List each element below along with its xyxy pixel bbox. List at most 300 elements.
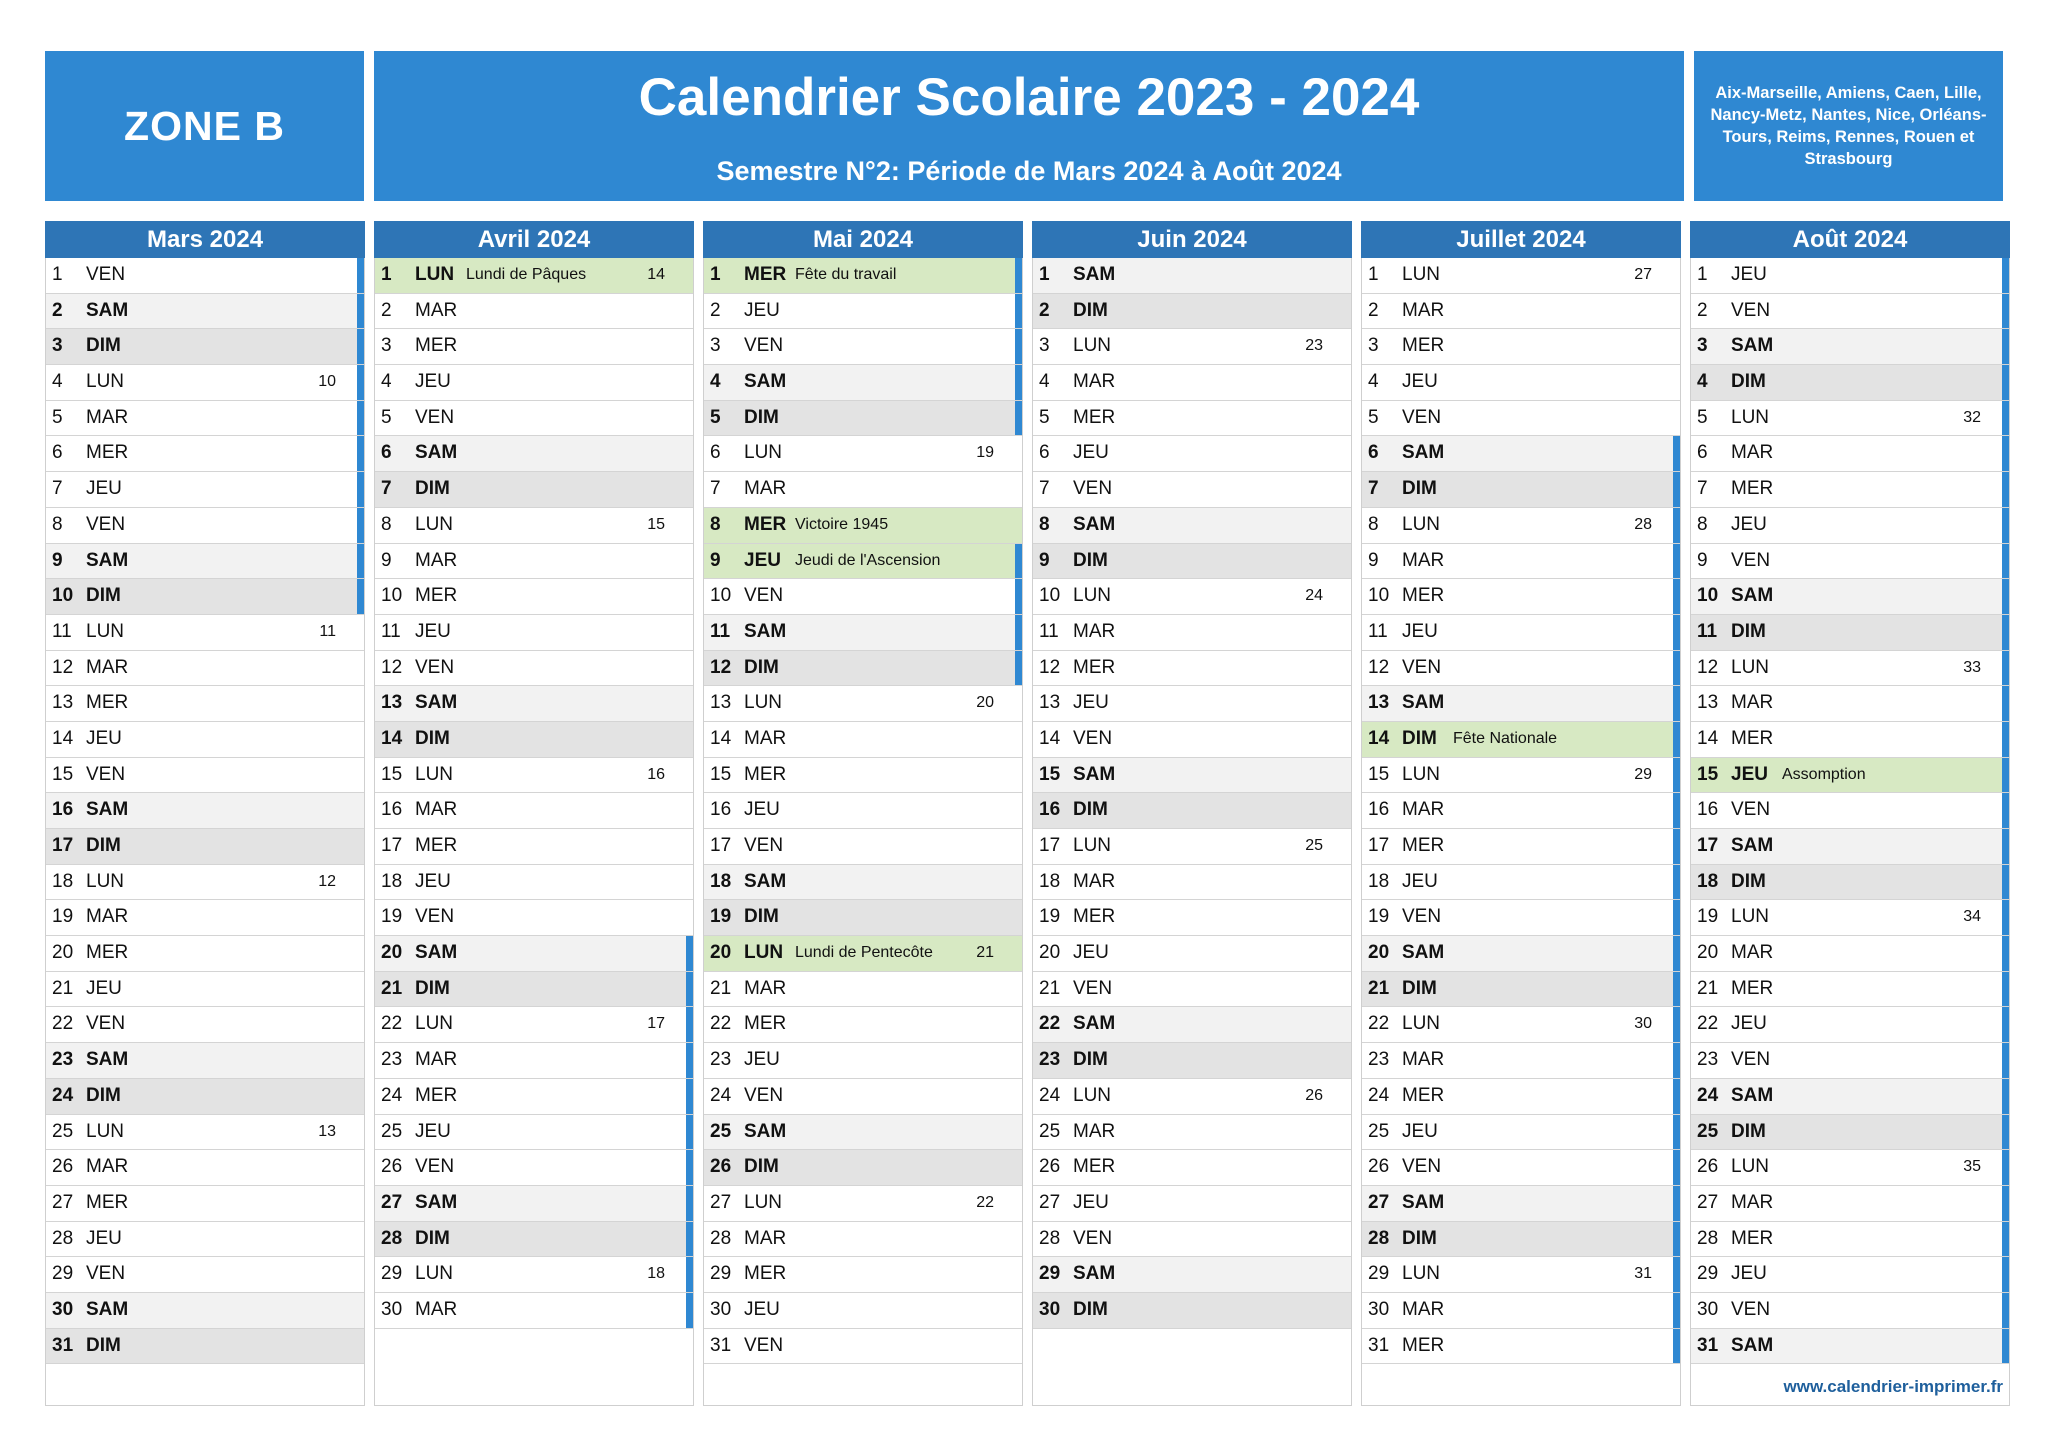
day-number: 15 (1039, 763, 1061, 785)
day-row (1033, 258, 1351, 294)
day-row (375, 1150, 693, 1186)
weekday: DIM (86, 1334, 121, 1356)
week-number: 32 (1963, 408, 1981, 426)
month-header: Mars 2024 (45, 221, 365, 258)
weekday: JEU (86, 478, 122, 500)
week-number: 30 (1634, 1015, 1652, 1033)
weekday: JEU (1731, 1013, 1767, 1035)
title-banner (374, 51, 1684, 201)
day-row (1362, 829, 1680, 865)
weekday: JEU (1073, 1191, 1109, 1213)
vacation-bar (357, 579, 364, 614)
weekday: SAM (1073, 264, 1116, 285)
weekday: JEU (1402, 371, 1438, 393)
week-number: 11 (319, 622, 336, 640)
day-row (46, 936, 364, 972)
weekday: VEN (86, 763, 126, 785)
weekday: LUN (415, 264, 455, 285)
day-number: 14 (710, 727, 732, 749)
day-row (1691, 258, 2009, 294)
day-row (375, 1257, 693, 1293)
weekday: JEU (415, 371, 451, 393)
day-row (46, 1115, 364, 1151)
weekday: JEU (415, 620, 451, 642)
day-number: 9 (1368, 549, 1379, 571)
weekday: MAR (415, 549, 458, 571)
weekday: DIM (86, 835, 121, 856)
weekday: MAR (86, 906, 129, 928)
day-row (46, 758, 364, 794)
day-row (375, 615, 693, 651)
day-row (1691, 329, 2009, 365)
day-number: 7 (1368, 478, 1379, 500)
day-row (704, 1115, 1022, 1151)
day-number: 14 (1039, 727, 1061, 749)
day-number: 4 (1368, 371, 1379, 393)
vacation-bar (1673, 1043, 1680, 1078)
day-number: 6 (1368, 442, 1379, 464)
day-number: 28 (1697, 1227, 1719, 1249)
day-number: 19 (1697, 906, 1719, 928)
weekday: SAM (415, 692, 458, 714)
day-row (1691, 900, 2009, 936)
day-number: 13 (1697, 692, 1719, 714)
weekday: MER (1731, 478, 1774, 500)
weekday: SAM (1731, 335, 1774, 357)
day-number: 11 (1039, 620, 1059, 642)
vacation-bar (2002, 508, 2009, 543)
vacation-bar (2002, 936, 2009, 971)
week-number: 33 (1963, 658, 1981, 676)
holiday-row (704, 258, 1022, 294)
weekday: MER (1402, 1334, 1445, 1356)
day-number: 16 (52, 799, 74, 821)
day-number: 9 (1697, 549, 1708, 571)
weekday: LUN (1731, 1156, 1770, 1178)
day-row (704, 294, 1022, 330)
vacation-bar (357, 365, 364, 400)
vacation-bar (2002, 579, 2009, 614)
weekday: MAR (1731, 1191, 1774, 1213)
day-number: 16 (1697, 799, 1719, 821)
day-number: 7 (52, 478, 63, 500)
day-number: 21 (52, 977, 74, 999)
website-link[interactable]: www.calendrier-imprimer.fr (1783, 1377, 2003, 1396)
vacation-bar (1015, 294, 1022, 329)
day-row (375, 900, 693, 936)
vacation-bar (1015, 329, 1022, 364)
vacation-bar (1673, 972, 1680, 1007)
vacation-bar (1673, 686, 1680, 721)
day-row (1691, 436, 2009, 472)
vacation-bar (2002, 294, 2009, 329)
day-number: 20 (1697, 942, 1719, 964)
weekday: VEN (86, 1013, 126, 1035)
day-number: 30 (1368, 1298, 1390, 1320)
day-row (704, 436, 1022, 472)
day-number: 15 (1368, 763, 1390, 785)
day-row (1033, 1186, 1351, 1222)
day-row (1691, 651, 2009, 687)
day-row (46, 436, 364, 472)
vacation-bar (1015, 258, 1022, 293)
vacation-bar (357, 544, 364, 579)
day-row (1691, 615, 2009, 651)
weekday: JEU (1402, 620, 1438, 642)
vacation-bar (1673, 1186, 1680, 1221)
day-row (1033, 1115, 1351, 1151)
day-number: 10 (52, 585, 74, 607)
weekday: JEU (1731, 513, 1767, 535)
day-row (1362, 865, 1680, 901)
weekday: LUN (744, 942, 784, 964)
weekday: JEU (744, 1298, 780, 1320)
weekday: MAR (744, 1227, 787, 1249)
day-row (375, 544, 693, 580)
day-row (704, 900, 1022, 936)
weekday: SAM (1073, 1263, 1116, 1285)
month-column-mai (703, 221, 1023, 1406)
vacation-bar (1015, 615, 1022, 650)
day-number: 9 (381, 549, 392, 571)
weekday: SAM (1731, 1084, 1774, 1106)
day-number: 12 (710, 656, 732, 678)
weekday: MER (415, 585, 458, 607)
day-row (1691, 972, 2009, 1008)
weekday: VEN (744, 1084, 784, 1106)
day-row (1362, 651, 1680, 687)
weekday: SAM (1731, 1334, 1774, 1356)
day-row (1033, 651, 1351, 687)
day-number: 18 (1039, 870, 1061, 892)
weekday: VEN (1731, 549, 1771, 571)
weekday: SAM (1073, 1013, 1116, 1035)
day-number: 24 (710, 1084, 732, 1106)
day-number: 1 (1697, 264, 1708, 285)
day-number: 8 (1697, 513, 1708, 535)
day-number: 13 (381, 692, 403, 714)
holiday-label: Victoire 1945 (795, 515, 889, 533)
day-number: 5 (1368, 406, 1379, 428)
week-number: 20 (976, 694, 994, 712)
week-number: 10 (318, 373, 336, 391)
day-row (704, 1043, 1022, 1079)
weekday: JEU (744, 1049, 780, 1071)
weekday: DIM (1073, 799, 1108, 821)
week-number: 14 (647, 266, 665, 283)
day-row (1362, 1293, 1680, 1329)
day-row (1691, 1079, 2009, 1115)
day-number: 25 (710, 1120, 732, 1142)
vacation-bar (686, 936, 693, 971)
vacation-bar (2002, 651, 2009, 686)
weekday: SAM (415, 1191, 458, 1213)
day-row (46, 865, 364, 901)
day-row (1362, 1329, 1680, 1365)
day-row (1362, 365, 1680, 401)
weekday: SAM (1731, 585, 1774, 607)
vacation-bar (686, 1293, 693, 1328)
holiday-label: Jeudi de l'Ascension (795, 551, 941, 569)
weekday: MAR (1731, 692, 1774, 714)
weekday: VEN (86, 513, 126, 535)
day-number: 1 (1039, 264, 1050, 285)
day-number: 24 (381, 1084, 403, 1106)
month-days (1690, 258, 2010, 1406)
day-row (46, 401, 364, 437)
vacation-bar (686, 1222, 693, 1257)
day-number: 3 (1039, 335, 1050, 357)
weekday: SAM (1402, 442, 1445, 464)
month-days (1032, 258, 1352, 1406)
day-number: 5 (381, 406, 392, 428)
weekday: DIM (1731, 620, 1766, 642)
vacation-bar (1673, 1293, 1680, 1328)
week-number: 13 (318, 1122, 336, 1140)
day-number: 29 (1697, 1263, 1719, 1285)
day-row (1362, 793, 1680, 829)
weekday: LUN (415, 513, 454, 535)
weekday: LUN (1073, 335, 1112, 357)
day-row (1362, 972, 1680, 1008)
weekday: LUN (415, 1013, 454, 1035)
weekday: VEN (744, 585, 784, 607)
day-row (1691, 722, 2009, 758)
weekday: VEN (1731, 799, 1771, 821)
day-number: 15 (52, 763, 74, 785)
day-number: 29 (710, 1263, 732, 1285)
holiday-label: Fête du travail (795, 266, 897, 283)
day-number: 11 (1697, 620, 1718, 642)
day-row (375, 936, 693, 972)
holiday-row (704, 508, 1022, 544)
day-number: 30 (381, 1298, 403, 1320)
day-number: 21 (1697, 977, 1719, 999)
day-number: 25 (52, 1120, 74, 1142)
day-number: 7 (381, 478, 392, 500)
day-number: 18 (710, 870, 732, 892)
day-number: 10 (1368, 585, 1390, 607)
day-number: 20 (52, 942, 74, 964)
week-number: 18 (647, 1265, 665, 1283)
day-number: 5 (710, 406, 721, 428)
day-row (704, 1186, 1022, 1222)
day-number: 21 (381, 977, 403, 999)
day-row (375, 329, 693, 365)
day-number: 19 (381, 906, 403, 928)
day-number: 24 (1697, 1084, 1719, 1106)
vacation-bar (2002, 1115, 2009, 1150)
day-row (46, 508, 364, 544)
day-number: 25 (381, 1120, 403, 1142)
day-number: 14 (381, 727, 403, 749)
day-row (1033, 758, 1351, 794)
week-number: 34 (1963, 908, 1981, 926)
day-row (704, 1007, 1022, 1043)
vacation-bar (2002, 1150, 2009, 1185)
day-row (46, 1079, 364, 1115)
weekday: VEN (1402, 406, 1442, 428)
day-row (704, 615, 1022, 651)
day-row (1362, 686, 1680, 722)
day-number: 18 (1368, 870, 1390, 892)
day-number: 8 (1368, 513, 1379, 535)
day-number: 2 (52, 299, 63, 321)
day-number: 12 (381, 656, 403, 678)
day-row (1362, 1186, 1680, 1222)
day-row (704, 1293, 1022, 1329)
day-row (1362, 936, 1680, 972)
vacation-bar (357, 436, 364, 471)
day-row (375, 294, 693, 330)
weekday: VEN (86, 264, 126, 285)
day-number: 30 (710, 1298, 732, 1320)
weekday: VEN (1402, 1156, 1442, 1178)
day-row (375, 793, 693, 829)
day-number: 16 (381, 799, 403, 821)
vacation-bar (1673, 508, 1680, 543)
vacation-bar (2002, 1007, 2009, 1042)
day-number: 8 (52, 513, 63, 535)
weekday: DIM (744, 1156, 779, 1178)
weekday: LUN (1073, 585, 1112, 607)
day-number: 3 (1697, 335, 1708, 357)
weekday: MAR (415, 1298, 458, 1320)
vacation-bar (686, 972, 693, 1007)
day-row (1362, 508, 1680, 544)
day-row (46, 722, 364, 758)
weekday: JEU (86, 727, 122, 749)
weekday: MAR (86, 406, 129, 428)
month-column-aout (1690, 221, 2010, 1406)
day-row (375, 1115, 693, 1151)
day-number: 26 (710, 1156, 732, 1178)
week-number: 29 (1634, 765, 1652, 783)
vacation-bar (1673, 793, 1680, 828)
day-row (46, 686, 364, 722)
vacation-bar (1673, 829, 1680, 864)
day-number: 20 (1368, 942, 1390, 964)
day-number: 28 (710, 1227, 732, 1249)
day-row (46, 651, 364, 687)
day-row (375, 508, 693, 544)
day-number: 17 (710, 835, 732, 856)
vacation-bar (686, 1079, 693, 1114)
day-number: 7 (1039, 478, 1050, 500)
weekday: MER (744, 1263, 787, 1285)
day-number: 13 (1039, 692, 1061, 714)
day-number: 27 (1039, 1191, 1061, 1213)
weekday: LUN (1731, 656, 1770, 678)
vacation-bar (2002, 1293, 2009, 1328)
day-number: 22 (710, 1013, 732, 1035)
day-number: 22 (1697, 1013, 1719, 1035)
week-number: 23 (1305, 337, 1323, 355)
weekday: SAM (86, 549, 129, 571)
day-number: 29 (381, 1263, 403, 1285)
day-number: 22 (381, 1013, 403, 1035)
weekday: DIM (744, 906, 779, 928)
day-number: 20 (1039, 942, 1061, 964)
weekday: VEN (1731, 299, 1771, 321)
day-number: 9 (710, 549, 721, 571)
weekday: DIM (1402, 1227, 1437, 1249)
day-number: 27 (381, 1191, 403, 1213)
day-row (1691, 472, 2009, 508)
day-number: 30 (1039, 1298, 1061, 1320)
vacation-bar (1673, 1150, 1680, 1185)
day-number: 10 (1697, 585, 1719, 607)
weekday: JEU (1402, 1120, 1438, 1142)
week-number: 25 (1305, 837, 1323, 854)
day-number: 20 (710, 942, 732, 964)
page-title: Calendrier Scolaire 2023 - 2024 (638, 68, 1420, 127)
weekday: SAM (1073, 513, 1116, 535)
day-number: 23 (1368, 1049, 1390, 1071)
day-row (1691, 579, 2009, 615)
day-row (375, 1079, 693, 1115)
holiday-row (375, 258, 693, 294)
weekday: LUN (1402, 513, 1441, 535)
day-number: 26 (1368, 1156, 1390, 1178)
weekday: SAM (1731, 835, 1774, 856)
day-row (46, 329, 364, 365)
vacation-bar (2002, 900, 2009, 935)
day-row (1362, 436, 1680, 472)
vacation-bar (1673, 544, 1680, 579)
weekday: VEN (415, 406, 455, 428)
day-number: 25 (1697, 1120, 1719, 1142)
holiday-label: Lundi de Pâques (466, 266, 587, 283)
weekday: LUN (1731, 406, 1770, 428)
day-row (1033, 1150, 1351, 1186)
weekday: VEN (1073, 977, 1113, 999)
day-row (375, 651, 693, 687)
weekday: JEU (744, 799, 780, 821)
day-row (375, 401, 693, 437)
weekday: VEN (1402, 656, 1442, 678)
day-row (1033, 544, 1351, 580)
day-number: 2 (1697, 299, 1708, 321)
day-row (375, 436, 693, 472)
weekday: MER (1402, 835, 1445, 856)
day-number: 26 (1697, 1156, 1719, 1178)
day-number: 13 (1368, 692, 1390, 714)
day-row (1362, 401, 1680, 437)
day-row (46, 579, 364, 615)
day-row (1691, 401, 2009, 437)
weekday: VEN (415, 906, 455, 928)
weekday: LUN (744, 1191, 783, 1213)
day-row (1362, 1257, 1680, 1293)
holiday-row (1691, 758, 2009, 794)
weekday: LUN (744, 692, 783, 714)
vacation-bar (2002, 865, 2009, 900)
weekday: MER (1073, 1156, 1116, 1178)
weekday: MAR (1073, 371, 1116, 393)
weekday: VEN (415, 656, 455, 678)
day-row (375, 758, 693, 794)
weekday: MAR (1402, 1049, 1445, 1071)
day-row (46, 900, 364, 936)
weekday: LUN (415, 1263, 454, 1285)
weekday: MER (1402, 335, 1445, 357)
day-number: 14 (1697, 727, 1719, 749)
day-row (1033, 401, 1351, 437)
day-number: 22 (52, 1013, 74, 1035)
day-number: 3 (381, 335, 392, 357)
vacation-bar (357, 472, 364, 507)
